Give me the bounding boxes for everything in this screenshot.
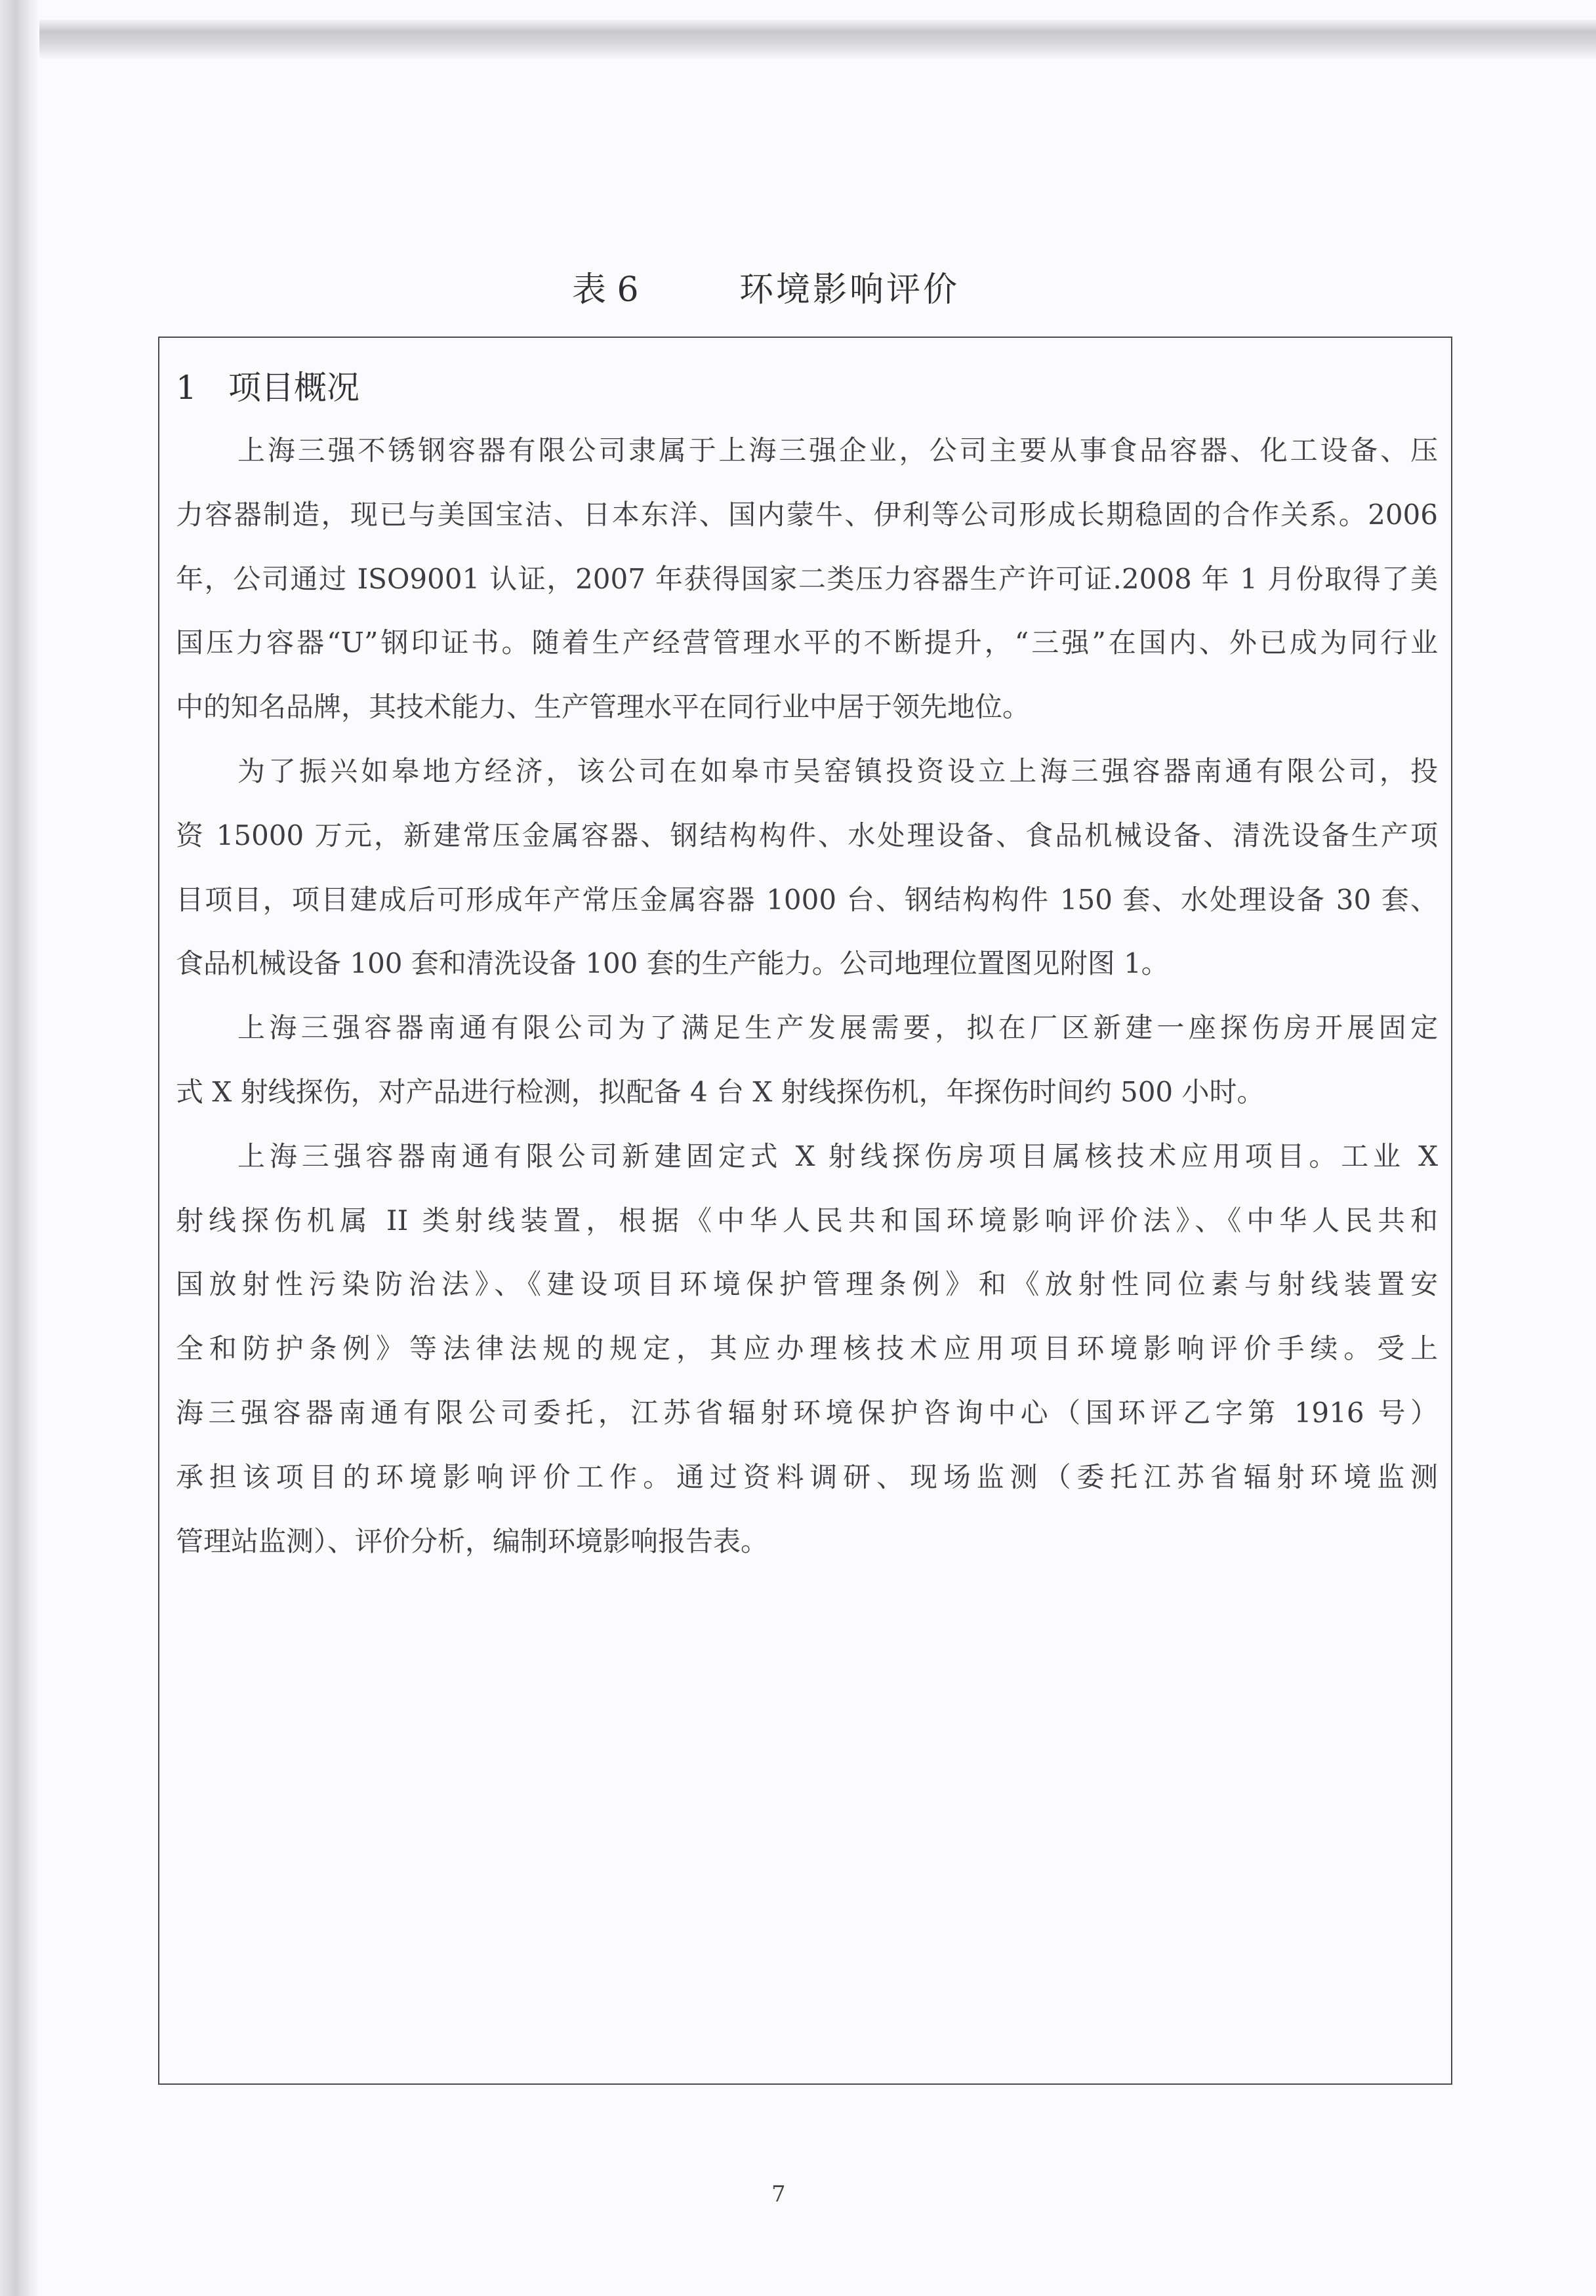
- paragraph-line: 中的知名品牌，其技术能力、生产管理水平在同行业中居于领先地位。: [176, 691, 1031, 724]
- paragraph-line: 食品机械设备 100 套和清洗设备 100 套的生产能力。公司地理位置图见附图 1。: [176, 947, 1169, 980]
- paragraph-line: 上海三强容器南通有限公司新建固定式 X 射线探伤房项目属核技术应用项目。工业 X: [237, 1139, 1438, 1172]
- paragraph-line: 上海三强容器南通有限公司为了满足生产发展需要，拟在厂区新建一座探伤房开展固定: [237, 1012, 1438, 1044]
- scan-shadow-left: [0, 0, 39, 2296]
- section-title: 项目概况: [228, 369, 359, 407]
- section-body: [176, 419, 1438, 1573]
- section-number: 1: [176, 369, 197, 407]
- paragraph-line: 管理站监测）、评价分析，编制环境影响报告表。: [176, 1525, 769, 1557]
- paragraph-line: 力容器制造，现已与美国宝洁、日本东洋、国内蒙牛、伊利等公司形成长期稳固的合作关系。2006: [176, 498, 1438, 531]
- paragraph: [176, 419, 1438, 739]
- paragraph-line: 上海三强不锈钢容器有限公司隶属于上海三强企业，公司主要从事食品容器、化工设备、压: [237, 434, 1438, 466]
- paragraph-line: 式 X 射线探伤，对产品进行检测，拟配备 4 台 X 射线探伤机，年探伤时间约 500 小时。: [176, 1075, 1265, 1108]
- paragraph: [176, 739, 1438, 996]
- paragraph-line: 国压力容器“U”钢印证书。随着生产经营管理水平的不断提升，“三强”在国内、外已成为同行业: [176, 626, 1438, 659]
- paragraph-line: 年，公司通过 ISO9001 认证，2007 年获得国家二类压力容器生产许可证.2008 年 1 月份取得了美: [176, 562, 1438, 595]
- paragraph-line: 承担该项目的环境影响评价工作。通过资料调研、现场监测（委托江苏省辐射环境监测: [176, 1460, 1438, 1493]
- table-number: 表 6: [572, 270, 639, 310]
- page-number: 7: [771, 2181, 786, 2207]
- paragraph: [176, 1124, 1438, 1574]
- section-heading: [176, 365, 359, 411]
- paragraph-line: 资 15000 万元，新建常压金属容器、钢结构构件、水处理设备、食品机械设备、清洗设备生产项: [176, 819, 1438, 851]
- paragraph-line: 海三强容器南通有限公司委托，江苏省辐射环境保护咨询中心（国环评乙字第 1916 号）: [176, 1396, 1438, 1429]
- scan-shadow-top: [0, 20, 1596, 59]
- paragraph-line: 目项目，项目建成后可形成年产常压金属容器 1000 台、钢结构构件 150 套、水处理设备 30 套、: [176, 883, 1438, 916]
- paragraph-line: 射线探伤机属 II 类射线装置，根据《中华人民共和国环境影响评价法》、《中华人民共和: [176, 1204, 1438, 1237]
- paragraph-line: 为了振兴如皋地方经济，该公司在如皋市吴窑镇投资设立上海三强容器南通有限公司，投: [237, 754, 1438, 787]
- paragraph-line: 国放射性污染防治法》、《建设项目环境保护管理条例》和《放射性同位素与射线装置安: [176, 1268, 1438, 1301]
- page-title: 环境影响评价: [739, 270, 960, 310]
- paragraph: [176, 996, 1438, 1124]
- paragraph-line: 全和防护条例》等法律法规的规定，其应办理核技术应用项目环境影响评价手续。受上: [176, 1332, 1438, 1365]
